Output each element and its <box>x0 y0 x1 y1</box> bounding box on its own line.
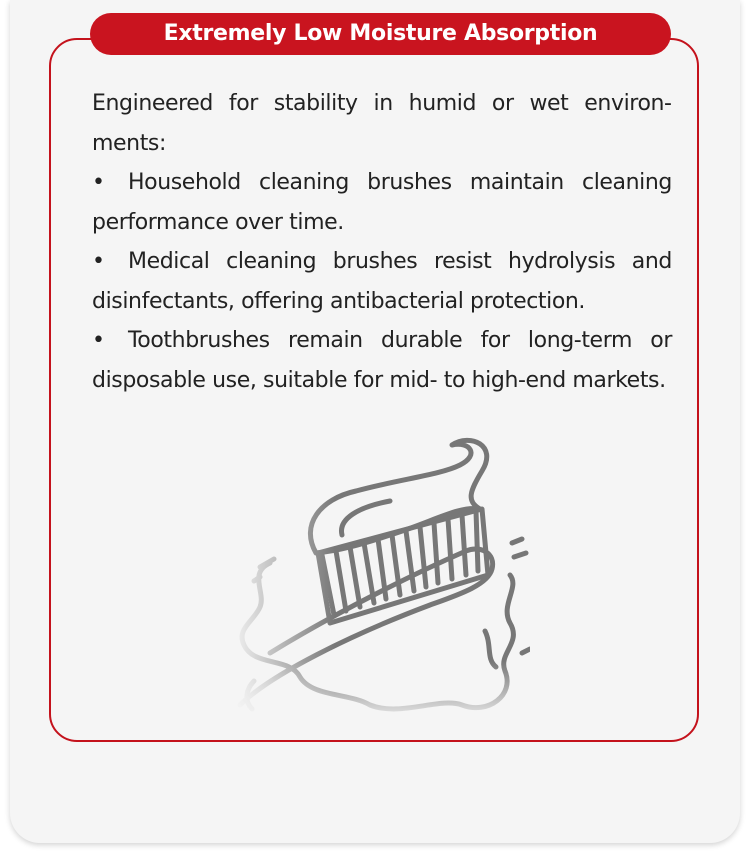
bullet-marker: • <box>92 170 105 195</box>
feature-description <box>92 84 672 400</box>
bullet-item-medical <box>92 242 672 321</box>
feature-title-badge: Extremely Low Moisture Absorption <box>90 13 671 55</box>
toothbrush-with-toothpaste-in-water-icon <box>230 435 530 725</box>
intro-paragraph: Engineered for stability in humid or wet environments: <box>92 91 672 156</box>
bullet-marker: • <box>92 328 105 353</box>
bullet-text: Medical cleaning brushes resist hydrolysis and disinfectants, offering antibacterial protection. <box>92 249 672 314</box>
bullet-marker: • <box>92 249 105 274</box>
bullet-item-toothbrushes <box>92 321 672 400</box>
bullet-item-household <box>92 163 672 242</box>
bullet-text: Household cleaning brushes maintain cleaning performance over time. <box>92 170 672 235</box>
bullet-text: Toothbrushes remain durable for long-term or disposable use, suitable for mid- to high-end markets. <box>92 328 672 393</box>
